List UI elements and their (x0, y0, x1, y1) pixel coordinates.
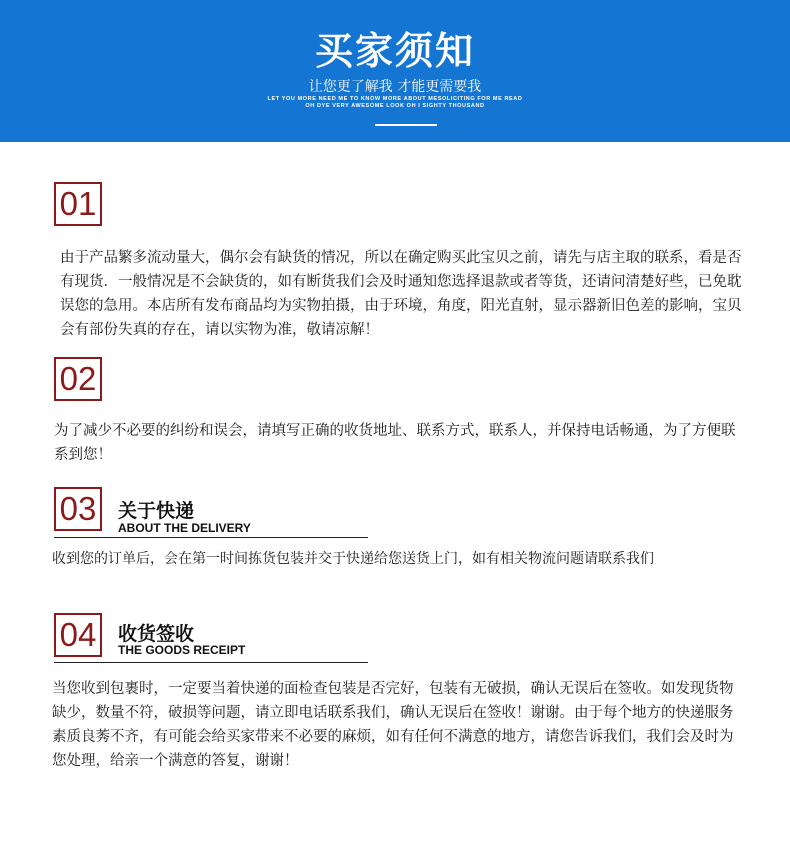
section-number-02: 02 (54, 357, 102, 401)
section-number-01: 01 (54, 182, 102, 226)
header-divider (375, 124, 437, 126)
page-title: 买家须知 (314, 29, 475, 73)
section-03-rule (54, 537, 368, 538)
section-04-subtitle: THE GOODS RECEIPT (118, 643, 246, 657)
english-tagline-1: LET YOU MORE NEED ME TO KNOW MORE ABOUT MESOLICITING FOR ME READ (267, 96, 523, 102)
section-03-subtitle: ABOUT THE DELIVERY (118, 521, 251, 535)
section-04-title: 收货签收 (118, 623, 195, 645)
section-02-text: 为了减少不必要的纠纷和误会，请填写正确的收货地址、联系方式，联系人，并保持电话畅通，为了方便联系到您！ (54, 423, 736, 463)
section-03-text: 收到您的订单后，会在第一时间拣货包装并交于快递给您送货上门，如有相关物流问题请联系我们 (52, 551, 654, 567)
section-number-04: 04 (54, 613, 102, 657)
english-tagline-2: OH DYE VERY AWESOME LOOK OH I SIGHTY THOUSAND (305, 103, 485, 109)
header-banner (0, 0, 790, 142)
section-03-title: 关于快递 (118, 500, 195, 522)
section-04-rule (54, 662, 368, 663)
section-04-text: 当您收到包裹时，一定要当着快递的面检查包装是否完好，包装有无破损，确认无误后在签收。如发现货物缺少，数量不符，破损等问题，请立即电话联系我们，确认无误后在签收！谢谢。由于每个地方的快递服务素质良莠不齐，有可能会给买家带来不必要的麻烦，如有任何不满意的地方，请您告诉我们，我们会及时为您处理，给亲一个满意的答复，谢谢！ (52, 681, 734, 769)
section-01-text: 由于产品繁多流动量大，偶尔会有缺货的情况，所以在确定购买此宝贝之前，请先与店主取的联系，看是否有现货．一般情况是不会缺货的，如有断货我们会及时通知您选择退款或者等货，还请问清楚好些，已免耽误您的急用。本店所有发布商品均为实物拍摄，由于环境，角度，阳光直射，显示器新旧色差的影响，宝贝会有部份失真的存在，请以实物为准，敬请凉解！ (60, 250, 742, 338)
section-number-03: 03 (54, 487, 102, 531)
page-subtitle: 让您更了解我 才能更需要我 (308, 79, 482, 95)
